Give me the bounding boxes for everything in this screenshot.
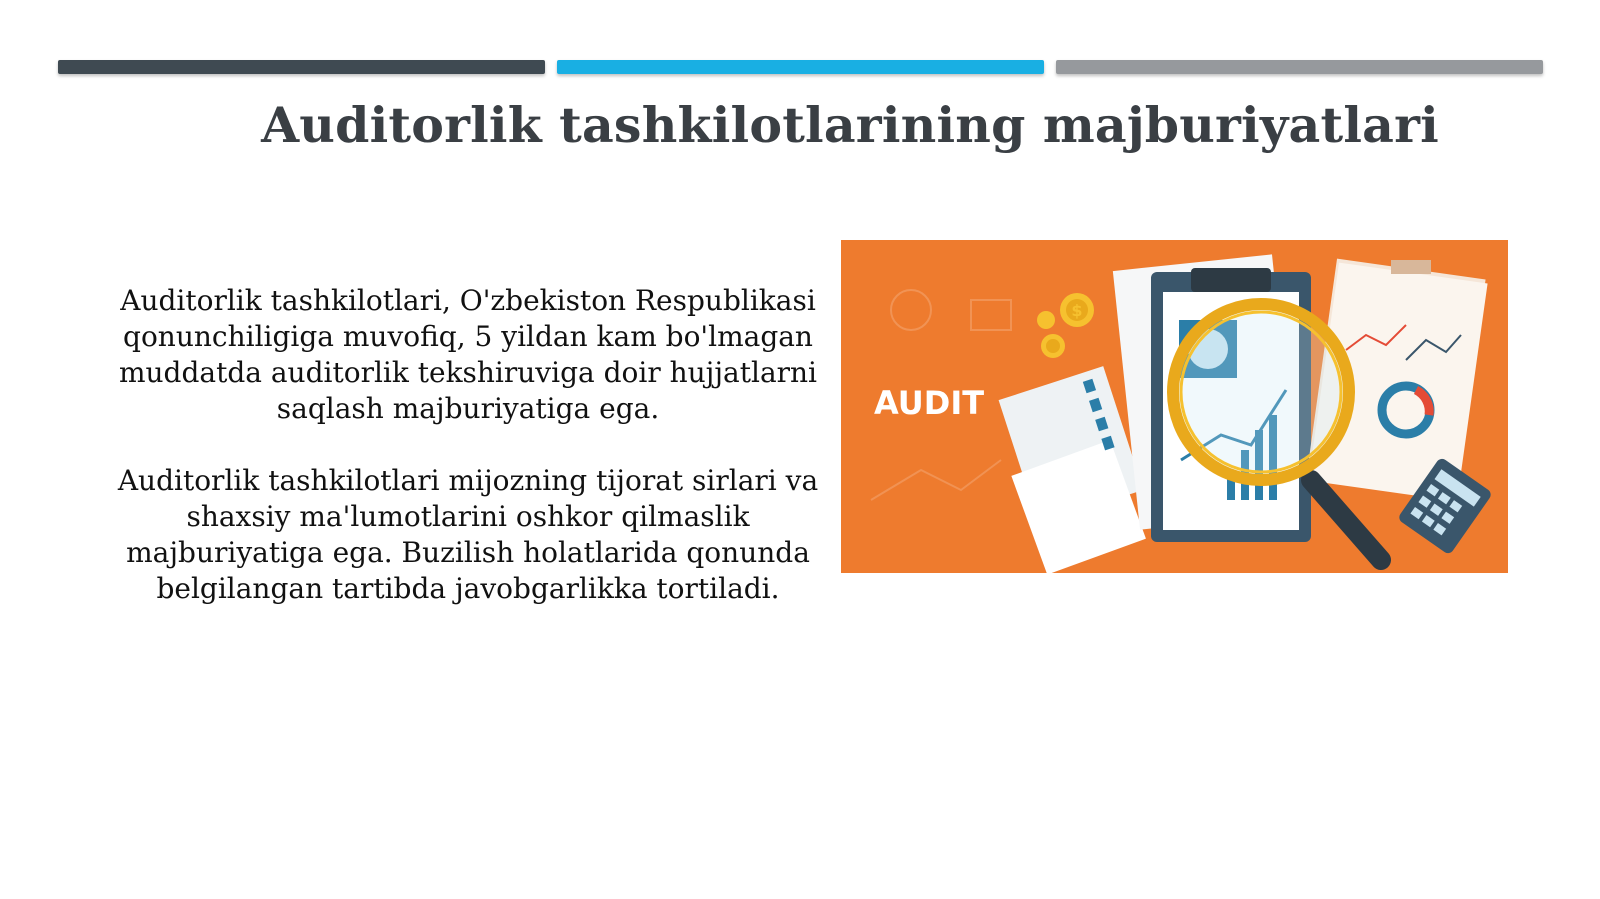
slide-title: Auditorlik tashkilotlarining majburiyatlari bbox=[261, 96, 1439, 154]
audit-illustration bbox=[841, 240, 1508, 573]
slide-body bbox=[108, 283, 828, 643]
header-bar-gray bbox=[1056, 60, 1543, 74]
header-bar-dark bbox=[58, 60, 545, 74]
audit-label: AUDIT bbox=[874, 384, 985, 422]
paragraph-document-retention: Auditorlik tashkilotlari, O'zbekiston Respublikasi qonunchiligiga muvofiq, 5 yildan kam bo'lmagan muddatda auditorlik tekshiruviga doir hujjatlarni saqlash majburiyatiga ega. bbox=[118, 284, 818, 425]
svg-text:$: $ bbox=[1071, 301, 1083, 320]
paragraph-confidentiality: Auditorlik tashkilotlari mijozning tijorat sirlari va shaxsiy ma'lumotlarini oshkor qilmaslik majburiyatiga ega. Buzilish holatlarida qonunda belgilangan tartibda javobgarlikka tortiladi. bbox=[117, 464, 819, 605]
header-bar-blue bbox=[557, 60, 1044, 74]
